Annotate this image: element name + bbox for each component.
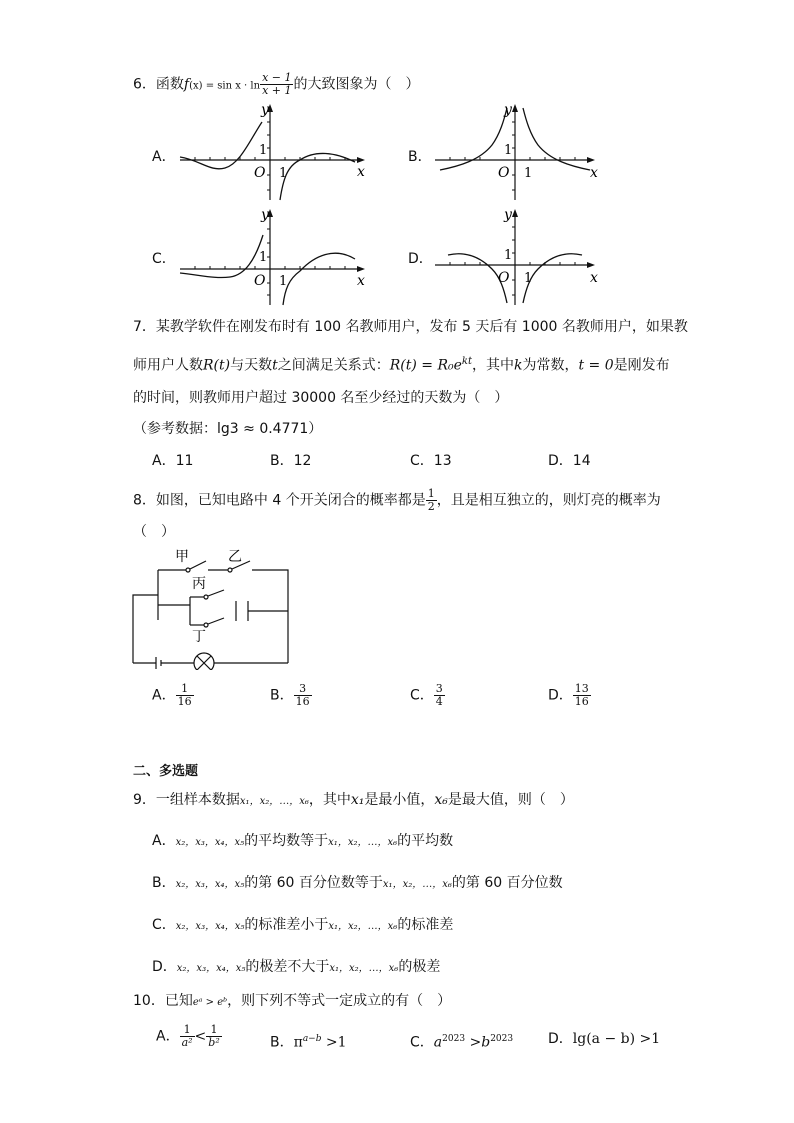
- q6-c-x-label: x: [357, 273, 365, 289]
- switch-yi-label: 乙: [228, 549, 242, 565]
- q6-b-origin: O: [498, 165, 510, 181]
- q8-option-d[interactable]: D． $\frac{13}{16}$: [548, 682, 589, 708]
- q6-c-one-x: 1: [279, 274, 288, 289]
- q6-a-x-label: x: [357, 164, 365, 180]
- q7-line-3: 的时间，则教师用户超过 30000 名至少经过的天数为（ ）: [133, 390, 509, 406]
- q6-b-y-label: y: [504, 102, 512, 118]
- switch-jia-label: 甲: [175, 549, 189, 565]
- q6-a-one-y: 1: [259, 143, 268, 158]
- q6-option-c-label[interactable]: C．: [152, 251, 176, 267]
- q9-stem: 9．一组样本数据x₁，x₂，…，x₆，其中x₁是最小值，x₆是最大值，则（ ）: [133, 792, 574, 808]
- q6-d-origin: O: [498, 270, 510, 286]
- q6-c-one-y: 1: [259, 250, 268, 265]
- q6-graph-d[interactable]: [430, 205, 605, 310]
- q8-line-2: （ ）: [133, 524, 175, 540]
- q6-b-x-label: x: [590, 165, 598, 181]
- q6-graph-b[interactable]: [430, 100, 605, 205]
- q6-b-one-x: 1: [524, 166, 533, 181]
- q10-stem: 10．已知eᵃ > eᵇ，则下列不等式一定成立的有（ ）: [133, 993, 452, 1009]
- q10-option-b[interactable]: B．$\pi^{a-b} >1$: [270, 1034, 347, 1051]
- q8-option-b[interactable]: B． $\frac{3}{16}$: [270, 682, 310, 708]
- q6-c-origin: O: [254, 273, 266, 289]
- switch-bing-label: 丙: [192, 576, 206, 592]
- q6-option-a-label[interactable]: A．: [152, 149, 176, 165]
- q7-line-1: 7．某教学软件在刚发布时有 100 名教师用户，发布 5 天后有 1000 名教师用户，如果教: [133, 319, 688, 335]
- q7-line-2: 师用户人数R(t)与天数t之间满足关系式：$R(t) = R_0e^{kt}$，其中k为常数，t = 0是刚发布: [133, 356, 670, 374]
- q10-option-a[interactable]: A． $\frac{1}{\text{a²}}$ < $\frac{1}{\text{b²}}$: [156, 1023, 220, 1049]
- q6-d-x-label: x: [590, 270, 598, 286]
- q10-option-c[interactable]: C．$a^{2023} >b^{2023}$: [410, 1034, 514, 1051]
- q6-a-y-label: y: [261, 102, 269, 118]
- q10-option-d[interactable]: D．lg(a − b) >1: [548, 1031, 661, 1047]
- q6-d-one-y: 1: [504, 248, 513, 263]
- switch-ding-label: 丁: [192, 629, 206, 645]
- q6-d-y-label: y: [504, 207, 512, 223]
- q6-option-b-label[interactable]: B．: [408, 149, 432, 165]
- q6-graph-a[interactable]: [175, 100, 375, 205]
- q6-option-d-label[interactable]: D．: [408, 251, 433, 267]
- q7-option-a[interactable]: A．11: [152, 453, 194, 469]
- section-multiple-choice-heading: 二、多选题: [133, 764, 199, 779]
- q8-option-c[interactable]: C． $\frac{3}{4}$: [410, 682, 443, 708]
- q8-option-a[interactable]: A． $\frac{1}{16}$: [152, 682, 192, 708]
- q6-c-y-label: y: [261, 207, 269, 223]
- q8-line-1: 8．如图，已知电路中 4 个开关闭合的概率都是 $\frac{1}{2}$ ，且是相互独立的，则灯亮的概率为: [133, 487, 661, 513]
- q7-option-b[interactable]: B．12: [270, 453, 312, 469]
- q9-option-d[interactable]: D．x₂，x₃，x₄，x₅的极差不大于x₁，x₂，…，x₆的极差: [152, 959, 441, 975]
- q7-option-c[interactable]: C．13: [410, 453, 452, 469]
- q6-stem: 6．函数f(x) = sin x · ln $\frac{x - 1}{x + 1}$ 的大致图象为（ ）: [133, 71, 420, 97]
- q7-reference-data: （参考数据：lg3 ≈ 0.4771）: [133, 421, 323, 437]
- q9-option-b[interactable]: B．x₂，x₃，x₄，x₅的第 60 百分位数等于x₁，x₂，…，x₆的第 60 百分位数: [152, 875, 563, 891]
- q6-a-origin: O: [254, 165, 266, 181]
- q9-option-a[interactable]: A．x₂，x₃，x₄，x₅的平均数等于x₁，x₂，…，x₆的平均数: [152, 833, 454, 849]
- q7-option-d[interactable]: D．14: [548, 453, 591, 469]
- q8-circuit-diagram: [128, 545, 298, 670]
- q6-a-one-x: 1: [279, 166, 288, 181]
- q6-graph-c[interactable]: [175, 205, 375, 310]
- q6-d-one-x: 1: [524, 271, 533, 286]
- q6-b-one-y: 1: [504, 143, 513, 158]
- q9-option-c[interactable]: C．x₂，x₃，x₄，x₅的标准差小于x₁，x₂，…，x₆的标准差: [152, 917, 454, 933]
